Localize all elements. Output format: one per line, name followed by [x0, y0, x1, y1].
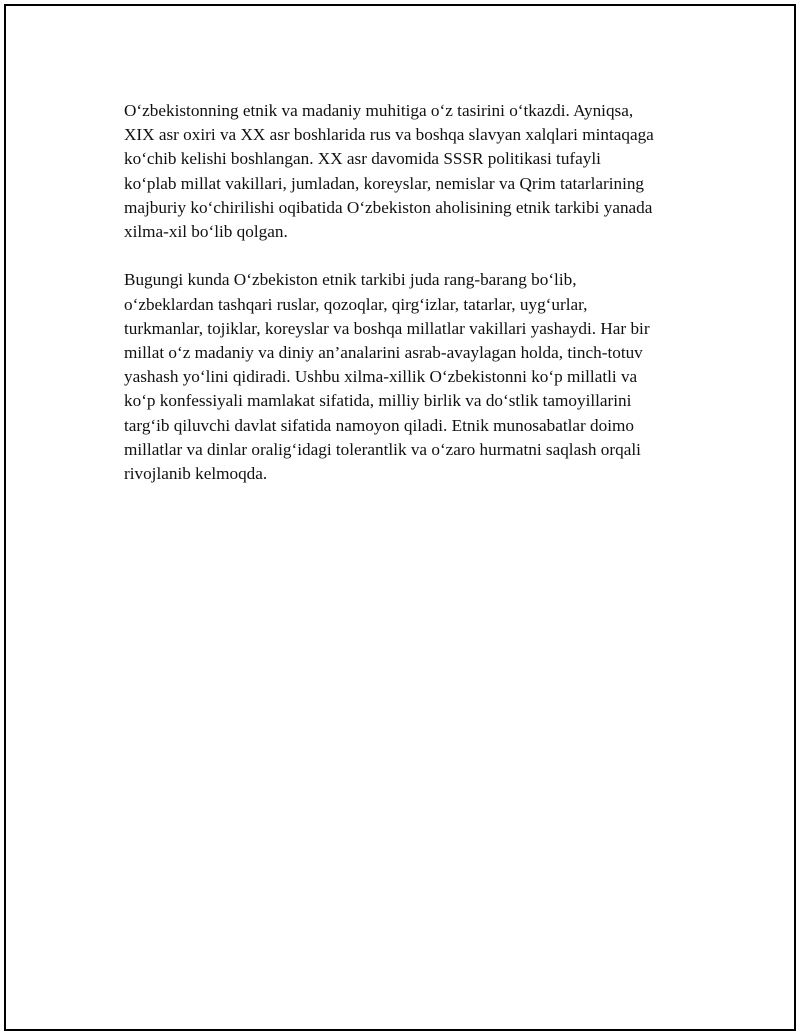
text-line: ko‘p konfessiyali mamlakat sifatida, milliy birlik va do‘stlik tamoyillarini	[124, 391, 632, 411]
text-line: rivojlanib kelmoqda.	[124, 464, 268, 484]
text-line: targ‘ib qiluvchi davlat sifatida namoyon qiladi. Etnik munosabatlar doimo	[124, 415, 634, 435]
text-line: ko‘chib kelishi boshlangan. XX asr davomida SSSR politikasi tufayli	[124, 149, 601, 169]
text-line: millatlar va dinlar oralig‘idagi tolerantlik va o‘zaro hurmatni saqlash orqali	[124, 439, 641, 459]
text-line: ko‘plab millat vakillari, jumladan, koreyslar, nemislar va Qrim tatarlarining	[124, 173, 645, 193]
page-border	[4, 4, 796, 1031]
text-line: o‘zbeklardan tashqari ruslar, qozoqlar, qirg‘izlar, tatarlar, uyg‘urlar,	[124, 294, 588, 314]
text-line: millat o‘z madaniy va diniy an’analarini asrab-avaylagan holda, tinch-totuv	[124, 343, 643, 363]
text-line: xilma-xil bo‘lib qolgan.	[124, 222, 288, 242]
text-line: O‘zbekistonning etnik va madaniy muhitiga o‘z tasirini o‘tkazdi. Ayniqsa,	[124, 101, 634, 120]
text-line: XIX asr oxiri va XX asr boshlarida rus va boshqa slavyan xalqlari mintaqaga	[124, 125, 654, 145]
paragraph-1	[124, 99, 704, 244]
document-body	[124, 99, 704, 486]
text-line: majburiy ko‘chirilishi oqibatida O‘zbekiston aholisining etnik tarkibi yanada	[124, 197, 653, 217]
paragraph-2	[124, 268, 704, 486]
text-line: turkmanlar, tojiklar, koreyslar va boshqa millatlar vakillari yashaydi. Har bir	[124, 318, 650, 338]
text-line: Bugungi kunda O‘zbekiston etnik tarkibi juda rang-barang bo‘lib,	[124, 270, 577, 290]
text-line: yashash yo‘lini qidiradi. Ushbu xilma-xillik O‘zbekistonni ko‘p millatli va	[124, 367, 638, 387]
